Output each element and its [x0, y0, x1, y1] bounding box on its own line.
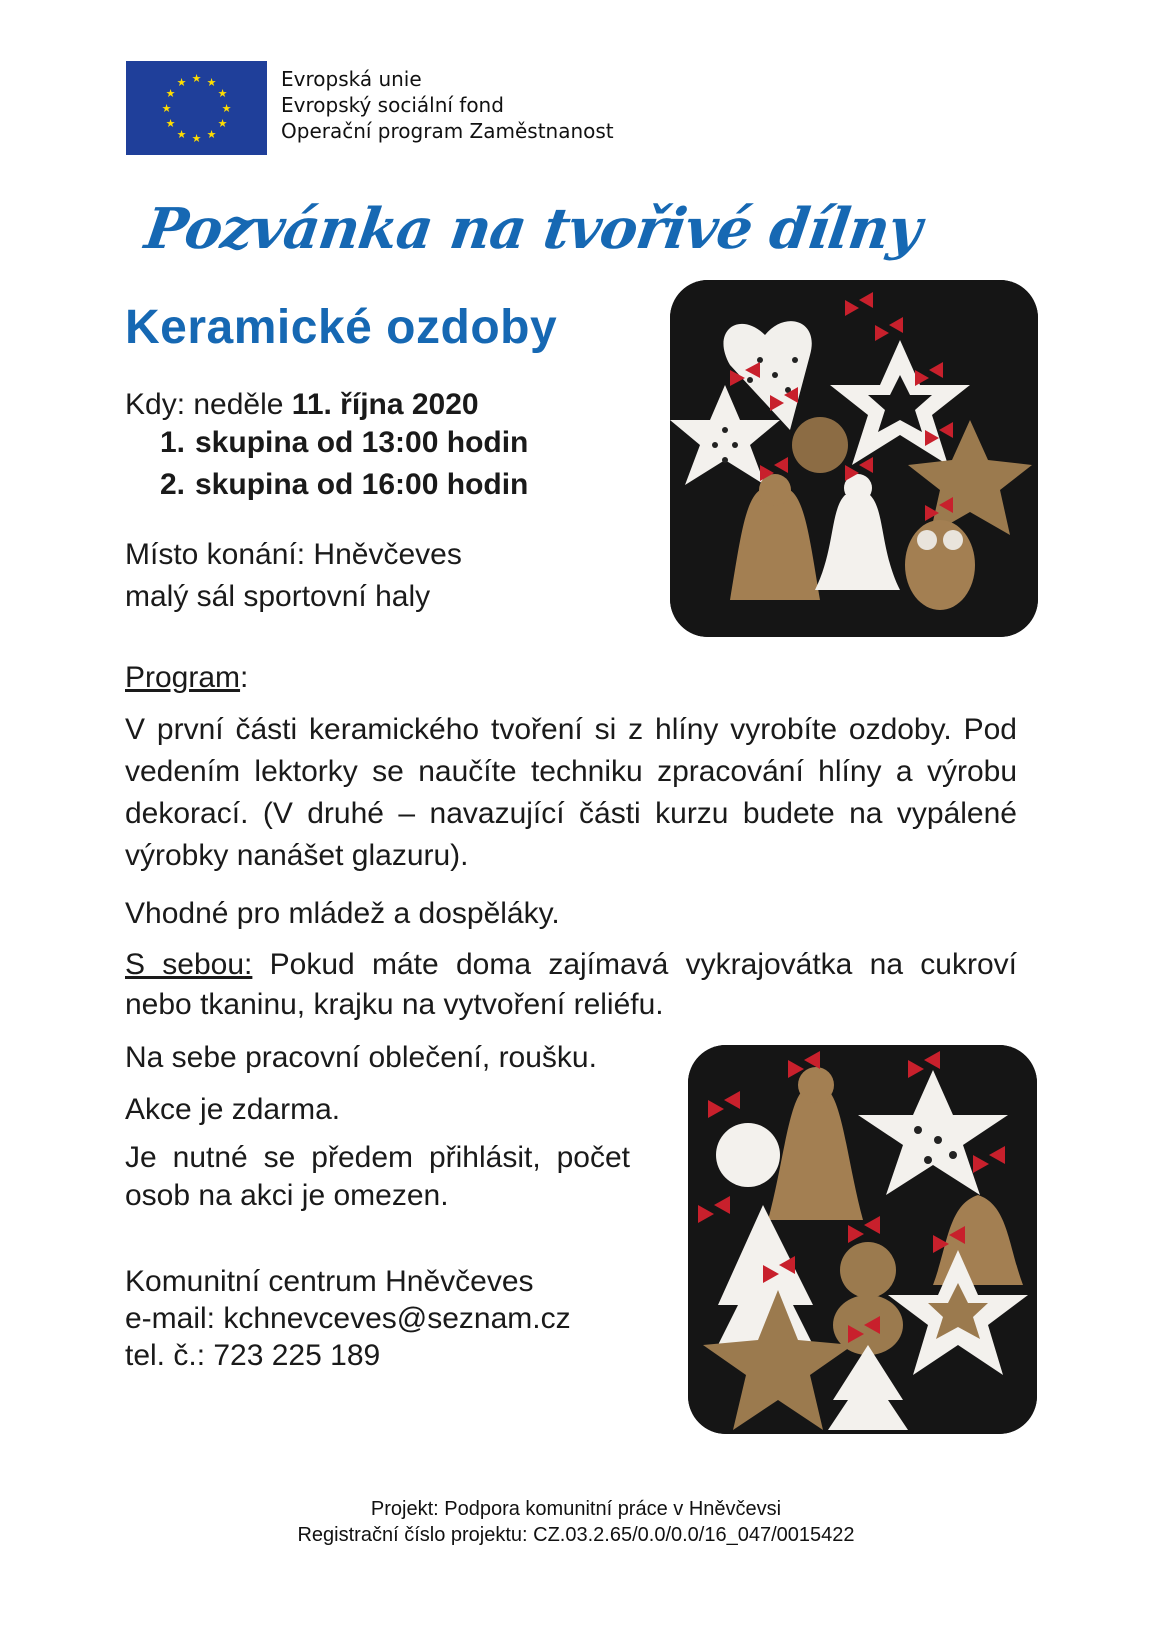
group-2-text: skupina od 16:00 hodin	[195, 468, 529, 501]
bring-along-label: S sebou:	[125, 948, 253, 981]
registration-note: Je nutné se předem přihlásit, počet osob na akci je omezen.	[125, 1141, 630, 1212]
eu-star-icon: ★	[176, 128, 187, 141]
eu-line-union: Evropská unie	[281, 67, 422, 91]
contact-phone: tel. č.: 723 225 189	[125, 1339, 381, 1372]
free-admission-note: Akce je zdarma.	[125, 1093, 341, 1126]
footer-project: Projekt: Podpora komunitní práce v Hněvčevsi	[370, 1498, 782, 1520]
eu-star-icon: ★	[165, 117, 176, 130]
eu-logo-text	[281, 66, 614, 144]
page-title: Keramické ozdoby	[125, 301, 558, 354]
group-1-text: skupina od 13:00 hodin	[195, 426, 529, 459]
date-value: 11. října 2020	[291, 388, 479, 421]
eu-flag-logo	[126, 61, 267, 155]
ceramic-ornaments-image	[688, 1045, 1037, 1434]
footer-registration-number: Registrační číslo projektu: CZ.03.2.65/0.0/0.0/16_047/0015422	[297, 1524, 855, 1546]
group-1-time	[160, 426, 528, 460]
ornaments-photo-2	[688, 1045, 1037, 1434]
eu-star-icon: ★	[176, 76, 187, 89]
ceramic-ornaments-image	[670, 280, 1038, 637]
eu-star-icon: ★	[206, 76, 217, 89]
contact-email[interactable]: e-mail: kchnevceves@seznam.cz	[125, 1302, 571, 1335]
program-heading-colon: :	[240, 661, 249, 694]
contact-organization: Komunitní centrum Hněvčeves	[125, 1265, 534, 1298]
venue-line-1: Místo konání: Hněvčeves	[125, 538, 462, 571]
contact-block	[125, 1263, 571, 1374]
venue-line-2: malý sál sportovní haly	[125, 580, 431, 613]
program-description: V první části keramického tvoření si z hlíny vyrobíte ozdoby. Pod vedením lektorky se naučíte techniku zpracování hlíny a výrobu dekorací. (V druhé – navazující části kurzu budete na vypálené výrobky nanášet glazuru).	[125, 713, 1017, 872]
eu-star-icon: ★	[217, 117, 228, 130]
program-heading	[125, 657, 248, 699]
eu-flag-icon	[126, 61, 267, 155]
group-2-number: 2.	[160, 468, 186, 501]
bring-along-text: Pokud máte doma zajímavá vykrajovátka na cukroví nebo tkaninu, krajku na vytvoření reliéfu.	[125, 948, 1018, 1021]
date-label: Kdy: neděle	[125, 388, 292, 421]
eu-star-icon: ★	[206, 128, 217, 141]
eu-star-icon: ★	[191, 72, 202, 85]
eu-line-program: Operační program Zaměstnanost	[281, 119, 614, 143]
clothing-note: Na sebe pracovní oblečení, roušku.	[125, 1041, 597, 1074]
event-date	[125, 384, 479, 426]
invitation-script-title: Pozvánka na tvořivé dílny	[141, 196, 925, 262]
eu-star-icon: ★	[191, 132, 202, 145]
group-1-number: 1.	[160, 426, 186, 459]
eu-star-icon: ★	[217, 87, 228, 100]
eu-line-fund: Evropský sociální fond	[281, 93, 504, 117]
ornaments-photo-1	[670, 280, 1038, 637]
eu-star-icon: ★	[165, 87, 176, 100]
group-2-time	[160, 468, 528, 502]
eu-star-icon: ★	[221, 102, 232, 115]
audience-note: Vhodné pro mládež a dospěláky.	[125, 897, 560, 930]
program-heading-label: Program	[125, 661, 241, 694]
eu-star-icon: ★	[161, 102, 172, 115]
bring-along-note	[125, 945, 1017, 1025]
footer	[0, 1496, 1152, 1548]
